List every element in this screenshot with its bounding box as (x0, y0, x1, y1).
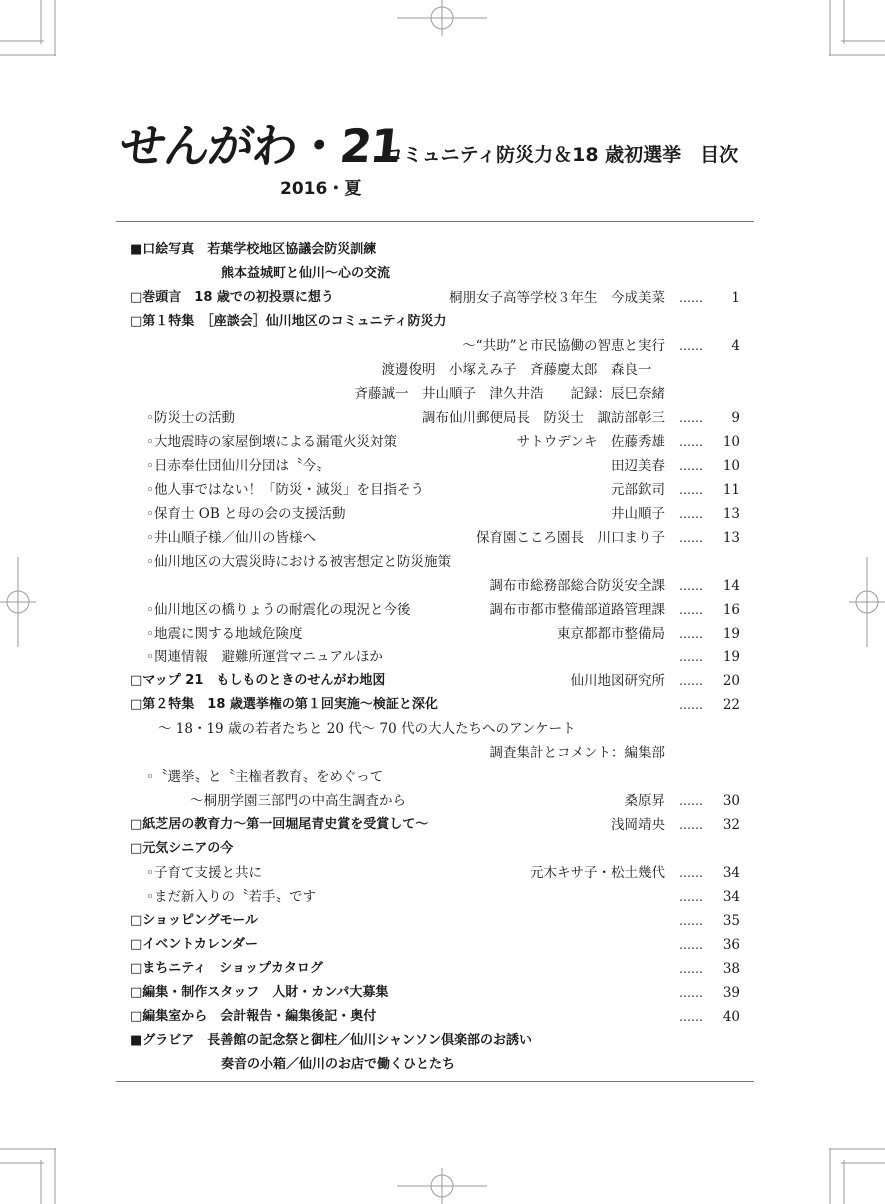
toc-page-number: 32 (722, 817, 740, 834)
toc-page-number: 4 (731, 337, 740, 354)
toc-leader-dots: …… (679, 290, 703, 305)
toc-author: 調布市総務部総合防災安全課 (489, 577, 665, 594)
toc-page-number: 13 (722, 529, 740, 546)
toc-row (0, 622, 885, 646)
toc-page-number: 10 (722, 433, 740, 450)
toc-author: サトウデンキ 佐藤秀雄 (516, 433, 665, 450)
toc-page-number: 38 (722, 961, 740, 978)
toc-leader-dots: …… (679, 530, 703, 545)
toc-row (0, 262, 885, 286)
toc-author: 斉藤誠一 井山順子 津久井浩 記録：辰巳奈緒 (354, 385, 665, 402)
toc-row (0, 550, 885, 574)
toc-row (0, 813, 885, 837)
toc-subentry-title: ◦地震に関する地域危険度 (146, 625, 303, 642)
toc-author: 桐朋女子高等学校３年生 今成美菜 (449, 289, 665, 306)
toc-row (0, 861, 885, 885)
toc-page-number: 30 (722, 793, 740, 810)
toc-author: 保育園こころ園長 川口まり子 (476, 529, 665, 546)
toc-subtitle: ～桐朋学園三部門の中高生調査から (190, 793, 406, 810)
toc-leader-dots: …… (679, 866, 703, 881)
toc-author: 井山順子 (611, 505, 665, 522)
toc-entry-title: □編集・制作スタッフ 人財・カンパ大募集 (130, 985, 389, 1001)
toc-author: 調布市都市整備部道路管理課 (489, 601, 665, 618)
toc-page-number: 14 (722, 577, 740, 594)
toc-leader-dots: …… (679, 890, 703, 905)
logo-text: せんがわ・21 (117, 119, 403, 173)
toc-leader-dots: …… (679, 938, 703, 953)
toc-page-number: 1 (731, 289, 740, 306)
toc-leader-dots: …… (679, 410, 703, 425)
toc-row (0, 981, 885, 1005)
toc-page-number: 19 (722, 649, 740, 666)
toc-page-number: 16 (722, 601, 740, 618)
toc-row (0, 526, 885, 550)
toc-entry-title: □元気シニアの今 (130, 841, 234, 857)
toc-page-number: 40 (722, 1009, 740, 1025)
toc-leader-dots: …… (679, 650, 703, 665)
magazine-logo (117, 118, 403, 199)
toc-row (0, 1053, 885, 1077)
toc-author: 元部欽司 (611, 481, 665, 498)
toc-entry-continuation: 熊本益城町と仙川～心の交流 (221, 265, 391, 281)
toc-subentry-title: ◦仙川地区の大震災時における被害想定と防災施策 (146, 553, 451, 570)
toc-entry-title: □第１特集 ［座談会］仙川地区のコミュニティ防災力 (130, 313, 447, 329)
toc-row (0, 502, 885, 526)
toc-row (0, 645, 885, 669)
toc-page-number: 39 (722, 985, 740, 1002)
toc-page-number: 35 (722, 913, 740, 930)
toc-subtitle: ～ 18・19 歳の若者たちと 20 代～ 70 代の大人たちへのアンケート (158, 721, 576, 738)
toc-row (0, 430, 885, 454)
toc-subentry-title: ◦井山順子様／仙川の皆様へ (146, 529, 316, 546)
toc-leader-dots: …… (679, 434, 703, 449)
toc-row (0, 693, 885, 717)
toc-entry-continuation: 奏音の小箱／仙川のお店で働くひとたち (221, 1056, 456, 1072)
toc-subentry-title: ◦子育て支援と共に (146, 865, 262, 882)
toc-page-number: 20 (722, 673, 740, 690)
toc-row (0, 957, 885, 981)
toc-subentry-title: ◦大地震時の家屋倒壊による漏電火災対策 (146, 433, 397, 450)
toc-author: 調布仙川郵便局長 防災士 諏訪部彰三 (422, 409, 665, 426)
toc-entry-title: □紙芝居の教育力～第一回堀尾青史賞を受賞して～ (130, 817, 429, 833)
toc-row (0, 1005, 885, 1029)
toc-leader-dots: …… (679, 914, 703, 929)
toc-page-number: 36 (722, 937, 740, 954)
toc-row (0, 286, 885, 310)
toc-page-number: 13 (722, 505, 740, 522)
toc-row (0, 574, 885, 598)
toc-row (0, 933, 885, 957)
toc-entry-title: □まちニティ ショップカタログ (130, 961, 323, 977)
toc-row (0, 741, 885, 765)
toc-leader-dots: …… (679, 818, 703, 833)
toc-page-number: 34 (722, 865, 740, 882)
toc-leader-dots: …… (679, 698, 703, 713)
toc-row (0, 789, 885, 813)
toc-row (0, 669, 885, 693)
toc-subentry-title: ◦まだ新入りの〝若手〟です (146, 889, 316, 906)
toc-author: 浅岡靖央 (611, 817, 665, 834)
toc-subentry-title: ◦〝選挙〟と〝主権者教育〟をめぐって (146, 769, 384, 786)
toc-entry-title: □巻頭言 18 歳での初投票に想う (130, 289, 334, 305)
toc-entry-title: □第２特集 18 歳選挙権の第１回実施～検証と深化 (130, 697, 438, 713)
toc-subentry-title: ◦仙川地区の橋りょうの耐震化の現況と今後 (146, 601, 411, 618)
toc-entry-title: □ショッピングモール (130, 913, 258, 929)
toc-row (0, 885, 885, 909)
toc-row (0, 238, 885, 262)
toc-leader-dots: …… (679, 602, 703, 617)
toc-subentry-title: ◦保育士 OB と母の会の支援活動 (146, 505, 346, 522)
toc-author: ～“共助”と市民協働の智恵と実行 (462, 337, 665, 354)
toc-subentry-title: ◦防災士の活動 (146, 409, 235, 426)
toc-row (0, 358, 885, 382)
toc-subentry-title: ◦関連情報 避難所運営マニュアルほか (146, 649, 383, 666)
toc-row (0, 1029, 885, 1053)
toc-row (0, 478, 885, 502)
toc-entry-title: □イベントカレンダー (130, 937, 259, 953)
bottom-divider (116, 1081, 754, 1082)
toc-row (0, 382, 885, 406)
toc-leader-dots: …… (679, 1010, 703, 1024)
top-divider (116, 221, 754, 222)
toc-author: 東京都都市整備局 (557, 625, 665, 642)
toc-row (0, 406, 885, 430)
toc-row (0, 334, 885, 358)
toc-leader-dots: …… (679, 986, 703, 1001)
toc-row (0, 909, 885, 933)
toc-row (0, 310, 885, 334)
toc-subentry-title: ◦日赤奉仕団仙川分団は〝今〟 (146, 457, 330, 474)
toc-page-number: 34 (722, 889, 740, 906)
toc-leader-dots: …… (679, 458, 703, 473)
toc-leader-dots: …… (679, 338, 703, 353)
toc-leader-dots: …… (679, 674, 703, 689)
toc-subentry-title: ◦他人事ではない！「防災・減災」を目指そう (146, 481, 424, 498)
toc-entry-title: ■グラビア 長善館の記念祭と御柱／仙川シャンソン倶楽部のお誘い (130, 1032, 533, 1048)
toc-leader-dots: …… (679, 626, 703, 641)
toc-page-number: 19 (722, 625, 740, 642)
toc-author: 田辺美春 (611, 457, 665, 474)
toc-author: 渡邊俊明 小塚えみ子 斉藤慶太郎 森良一 (381, 361, 665, 378)
toc-entry-title: ■口絵写真 若葉学校地区協議会防災訓練 (130, 242, 377, 257)
toc-entry-title: □マップ 21 もしものときのせんがわ地図 (130, 673, 386, 689)
toc-entry-title: □編集室から 会計報告・編集後記・奥付 (130, 1009, 377, 1024)
toc-leader-dots: …… (679, 794, 703, 809)
toc-page-number: 9 (731, 409, 740, 426)
toc-author: 調査集計とコメント：編集部 (489, 745, 665, 762)
toc-author: 桑原昇 (624, 793, 665, 810)
toc-page-number: 11 (722, 481, 740, 498)
issue-label: 2016・夏 (280, 179, 362, 199)
toc-row (0, 765, 885, 789)
toc-leader-dots: …… (679, 506, 703, 521)
toc-leader-dots: …… (679, 578, 703, 593)
toc-leader-dots: …… (679, 482, 703, 497)
toc-author: 仙川地図研究所 (570, 673, 665, 690)
toc-row (0, 837, 885, 861)
toc-author: 元木キサ子・松土幾代 (530, 865, 665, 882)
table-of-contents (0, 238, 885, 1077)
toc-page-number: 10 (722, 457, 740, 474)
toc-page-number: 22 (722, 697, 740, 714)
toc-row (0, 598, 885, 622)
toc-row (0, 717, 885, 741)
page-title: コミュニティ防災力＆18 歳初選挙 目次 (384, 144, 739, 166)
toc-row (0, 454, 885, 478)
toc-leader-dots: …… (679, 962, 703, 977)
